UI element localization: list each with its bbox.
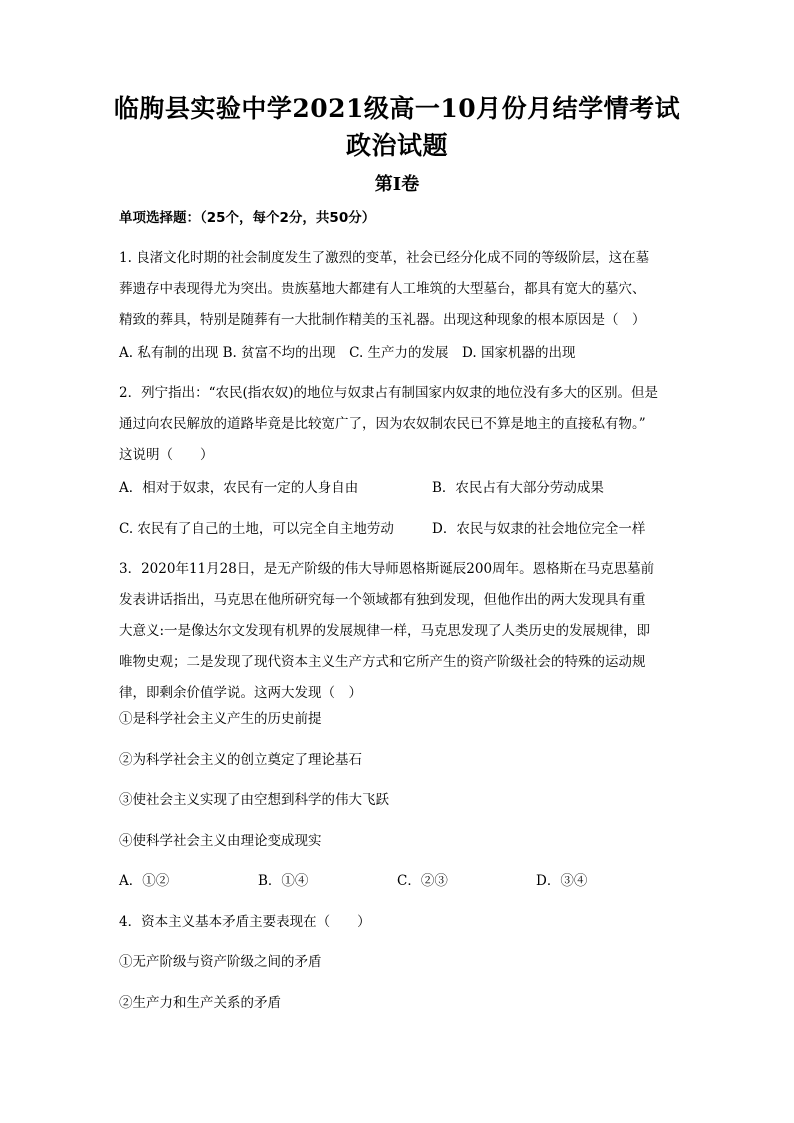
question-3-line: 唯物史观；二是发现了现代资本主义生产方式和它所产生的资产阶级社会的特殊的运动规 bbox=[119, 654, 646, 670]
question-4-statement-2: ②生产力和生产关系的矛盾 bbox=[119, 995, 281, 1011]
question-2-option-d: D．农民与奴隶的社会地位完全一样 bbox=[432, 521, 646, 537]
instructions: 单项选择题：（25个，每个2分，共50分） bbox=[119, 210, 376, 226]
question-1-line: 葬遗存中表现得尤为突出。贵族墓地大都建有人工堆筑的大型墓台，都具有宽大的墓穴、 bbox=[119, 281, 646, 297]
question-4-statement-1: ①无产阶级与资产阶级之间的矛盾 bbox=[119, 954, 322, 970]
question-1-line: 精致的葬具，特别是随葬有一大批制作精美的玉礼器。出现这种现象的根本原因是（ ） bbox=[119, 312, 646, 328]
question-3-option-c: C．②③ bbox=[397, 873, 448, 889]
question-2-option-a: A．相对于奴隶，农民有一定的人身自由 bbox=[119, 480, 359, 496]
question-2 bbox=[119, 378, 679, 471]
question-3-line: 律，即剩余价值学说。这两大发现（ ） bbox=[119, 685, 362, 701]
question-2-line: 这说明（ ） bbox=[119, 447, 214, 463]
question-3 bbox=[119, 554, 679, 709]
question-2-line: 通过向农民解放的道路毕竟是比较宽广了，因为农奴制农民已不算是地主的直接私有物。” bbox=[119, 416, 646, 432]
question-3-statement-3: ③使社会主义实现了由空想到科学的伟大飞跃 bbox=[119, 792, 389, 808]
question-3-statement-4: ④使科学社会主义由理论变成现实 bbox=[119, 833, 322, 849]
question-2-line: 2．列宁指出：“农民(指农奴)的地位与奴隶占有制国家内奴隶的地位没有多大的区别。但是 bbox=[119, 385, 659, 401]
question-1-options: A. 私有制的出现 B. 贫富不均的出现 C. 生产力的发展 D. 国家机器的出现 bbox=[119, 345, 576, 361]
question-2-option-c: C. 农民有了自己的土地，可以完全自主地劳动 bbox=[119, 521, 394, 537]
question-3-option-a: A．①② bbox=[119, 873, 170, 889]
question-3-statement-2: ②为科学社会主义的创立奠定了理论基石 bbox=[119, 752, 362, 768]
question-1-line: 1. 良渚文化时期的社会制度发生了激烈的变革，社会已经分化成不同的等级阶层，这在墓 bbox=[119, 250, 650, 266]
exam-subject-title: 政治试题 bbox=[345, 131, 448, 160]
question-1 bbox=[119, 243, 679, 336]
question-2-option-b: B．农民占有大部分劳动成果 bbox=[432, 480, 604, 496]
question-4: 4．资本主义基本矛盾主要表现在（ ） bbox=[119, 914, 371, 930]
question-3-line: 大意义:一是像达尔文发现有机界的发展规律一样，马克思发现了人类历史的发展规律，即 bbox=[119, 623, 651, 639]
question-3-line: 发表讲话指出，马克思在他所研究每一个领域都有独到发现，但他作出的两大发现具有重 bbox=[119, 592, 646, 608]
question-3-option-d: D．③④ bbox=[536, 873, 588, 889]
question-3-line: 3．2020年11月28日，是无产阶级的伟大导师恩格斯诞辰200周年。恩格斯在马克思墓前 bbox=[119, 561, 655, 577]
question-3-option-b: B．①④ bbox=[258, 873, 309, 889]
section-heading: 第Ⅰ卷 bbox=[374, 174, 420, 195]
exam-title: 临朐县实验中学2021级高一10月份月结学情考试 bbox=[113, 94, 681, 123]
question-3-statement-1: ①是科学社会主义产生的历史前提 bbox=[119, 711, 322, 727]
